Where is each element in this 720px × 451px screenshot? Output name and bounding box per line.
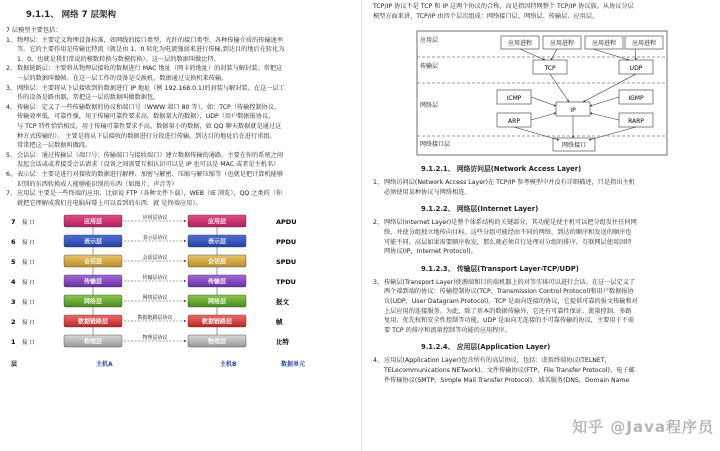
app-process-box [501,36,539,49]
host-b-label: 主机B [220,361,237,369]
list-item [6,36,355,65]
text-line: 1、0，也就是我们常说的模数转换与数模转换）。这一层的数据叫做比特。 [17,55,220,63]
text-line: 物理层：主要定义物理设备标准，如网线的接口类型、光纤的接口类型、各种传输介质的传输速率 [17,36,284,44]
host-a-layer-name: 物理层 [83,338,103,346]
subsection-heading: 9.1.2.2、 网络层(Internet Layer) [421,205,539,214]
osi-diagram [6,212,356,372]
pdu-label: SPDU [276,258,297,267]
item-text [384,356,635,385]
arp-label: ARP [508,118,520,126]
list-item [373,178,712,197]
osi-row [11,334,290,347]
tcpip-page [363,0,720,451]
interface-label: 接 口 [22,220,35,227]
protocol-label: 表示层协议 [142,235,168,242]
layer-number: 5 [11,258,16,267]
pdu-label: 比特 [276,338,289,347]
transport-layer-label: 传输层 [420,63,439,71]
text-line: 网络访问层(Network Access Layer)在 TCP/IP 参考模型中并没有详细描述，只是指出主机 [384,179,635,187]
data-unit-label: 数据单元 [281,361,306,369]
text-line: 复用、优先权和安全性控制等功能。UDP 是面向无连接的不可靠传输的协议，主要用于不需 [384,317,635,325]
text-line: TCP/IP 协议不是 TCP 和 IP 这两个协议的合称，而是指因特网整个 TCP/IP 协议族。从协议分层 [373,3,634,10]
protocol-label: 网络层协议 [142,295,168,302]
text-line: TELecommunications NETwork)、文件传输协议(FTP，File Transfer Protocol)、电子邮 [384,366,635,374]
item-number: 3、 [373,278,384,286]
list-item [6,189,355,208]
intro-text: 7 层模型主要包括： [6,27,62,34]
list-item [6,64,355,83]
interface-label: 接 口 [22,300,35,307]
host-a-layer-name: 网络层 [83,298,103,306]
item-text [17,151,283,170]
icmp-label: ICMP [506,95,522,103]
text-line: 就把它理解成我们在电脑屏幕上可以看到的东西．就 是终端应用）。 [17,199,202,207]
igmp-label: IGMP [628,95,644,103]
protocol-label: 会话层协议 [142,255,168,262]
app-process-label: 应用进程 [549,40,575,48]
text-line: 两个端到端的协议：传输控制协议(TCP，Transmission Control Protocol)和用户数据报协 [384,288,634,296]
item-number: 3、 [6,84,17,92]
layer-number: 2 [11,318,16,327]
interface-label: 接 口 [22,280,35,287]
text-line: 种方式传输的）。 主要是将从下层接收的数据进行分段进行传输，到达目的地址后在进行重组。 [17,132,276,140]
section-heading: 9.1.1、 网络 7 层架构 [26,10,116,20]
host-a-layer-name: 数据链路层 [77,318,109,326]
host-b-layer-name: 会话层 [207,258,227,266]
osi-layer-list [6,36,355,209]
pdu-label: 报文 [276,298,289,307]
layer-col-label: 层 [11,361,18,369]
host-b-layer-name: 网络层 [207,298,227,306]
app-process-box [543,36,581,49]
osi-row [11,214,296,235]
text-line: 传输层(Transport Layer)使源端和目的端机器上的对等实体可以进行会话。在这一层定义了 [384,278,636,286]
text-line: 常常把这一层数据叫做段。 [17,142,92,150]
tcpip-intro [373,2,712,21]
item-number: 2、 [6,65,17,73]
interface-label: 接 口 [22,240,35,247]
host-a-layer-name: 应用层 [83,218,103,226]
layer-number: 4 [11,278,16,287]
udp-label: UDP [629,65,643,73]
interface-label: 接 口 [22,340,35,347]
app-process-box [625,36,663,49]
app-process-label: 应用进程 [631,40,657,48]
iface-layer-label: 网络接口层 [420,141,451,149]
text-line: 件传输协议(SMTP，Simple Mail Transfer Protocol)、域名服务(DNS，Domain Name [384,376,630,384]
item-text [17,64,282,83]
list-item [6,103,355,151]
network-layer-label: 网络层 [420,102,439,110]
tcpip-stack-diagram [373,29,705,157]
item-text [384,178,635,197]
app-process-label: 应用进程 [591,40,617,48]
text-line: 表示层：主要是进行对接收的数据进行解释、加密与解密、压缩与解压缩等（也就是把计算机能够 [17,170,284,178]
list-item [6,170,355,189]
host-a-layer-name: 会话层 [83,258,103,266]
text-line: 上层应用的连接服务。为此，除了基本的数据传输外，它还有可靠性保证、流量控制、多路 [384,307,632,315]
host-b-layer-name: 应用层 [207,218,227,226]
host-b-layer-name: 传输层 [207,278,227,286]
pdu-label: PPDU [276,238,297,247]
host-b-layer-name: 数据链路层 [201,318,233,326]
host-b-layer-name: 物理层 [207,338,227,346]
interface-label: 接 口 [22,320,35,327]
text-line: 等。它的主要作用是传输比特流（就是由 1、0 转化为电流强弱来进行传输,到达目的地后在转化为 [17,46,285,54]
app-process-box [585,36,623,49]
text-line: 识别的东西转换成人能够能识别的东西（如图片、声音等） [17,180,178,188]
text-line: 要 TCP 的排序和流量控制等功能的应用程序。 [384,326,511,334]
text-line: 网络层：主要将从下层接收到的数据进行 IP 地址（例 192.168.0.1)的封装与解封装。在这一层工 [17,84,285,92]
osi-row [11,294,290,315]
layer-number: 6 [11,238,16,247]
protocol-label: 传输层协议 [142,275,168,282]
osi-row [11,234,296,255]
tcp-label: TCP [544,65,556,73]
list-item [373,218,712,256]
item-number: 7、 [6,190,17,198]
host-a-layer-name: 传输层 [83,278,103,286]
item-number: 2、 [373,219,384,227]
interface-label: 接 口 [22,260,35,267]
item-text [384,278,638,336]
osi-row [11,314,283,335]
text-line: 必须使用某种协议与网络相连。 [384,188,471,196]
host-b-layer-name: 表示层 [207,238,227,246]
osi-row [11,274,296,295]
app-process-label: 应用进程 [507,40,533,48]
text-line: 网协议(IP，Internet Protocol)。 [384,248,477,256]
item-number: 4、 [373,357,384,365]
ip-label: IP [570,107,576,115]
pdu-label: 帧 [276,318,283,327]
text-line: 传输效率低，可靠性强，用于传输可靠性要求高，数据量大的数据），UDP（用户数据报协议， [17,113,275,121]
text-line: 应用层 主要是一些终端的应用，比如说 FTP（各种文件下载），WEB（IE 浏览），QQ 之类的（你 [17,190,283,198]
app-layer-label: 应用层 [420,37,439,45]
text-line: 与 TCP 特性恰恰相反，用于传输可靠性要求不高，数据量小的数据，如 QQ 聊天数据就是通过这 [17,122,282,130]
rarp-label: RARP [628,118,644,126]
list-item [373,356,712,385]
layer-number: 7 [11,218,16,227]
list-item [6,151,355,170]
text-line: 议(UDP，User Datagram Protocol)。TCP 是面向连接的协议，它提供可靠的报文传输和对 [384,297,638,305]
protocol-label: 应用层协议 [142,215,168,222]
item-text [384,218,637,256]
pdu-label: APDU [276,218,297,227]
text-line: 作的设备是路由器，常把这一层的数据叫做数据包。 [17,94,160,102]
item-number: 4、 [6,103,17,111]
item-number: 1、 [6,36,17,44]
text-line: 模型方面来讲，TCP/IP 由四个层次组成：网络接口层、网络层、传输层、应用层。 [373,12,599,20]
host-a-label: 主机A [96,361,113,369]
text-line: 传输层：定义了一些传输数据的协议和端口号（WWW 端口 80 等），如：TCP（传输控制协议， [17,103,281,111]
protocol-label: 物理层协议 [142,335,168,342]
subsection-heading: 9.1.2.3、 传输层(Transport Layer-TCP/UDP) [421,264,579,273]
tcpip-sections [373,163,712,385]
layer-number: 1 [11,338,16,347]
text-line: 发起会话或或者接受会话请求（设备之间需要互相认识可以是 IP 也可以是 MAC 或者是主机名） [17,161,280,169]
text-line: 应用层(Application Layer)包含所有的高层协议，包括：虚拟终端协议(TELNET， [384,357,611,365]
osi-row [11,254,296,275]
watermark: 知乎 @Java程序员 [572,418,714,436]
layer-number: 3 [11,298,16,307]
text-line: 络，并使分组独立地传向目标。这些分组可能经由不同的网络，到达的顺序和发送的顺序也 [384,228,632,236]
host-a-layer-name: 表示层 [83,238,103,246]
item-text [17,36,284,65]
item-text [17,103,281,151]
item-text [17,170,283,189]
text-line: 会话层：通过传输层（端口号：传输端口与接收端口）建立数据传输的通路。主要在你的系统之间 [17,151,284,159]
text-line: 数据链路层：主要将从物理层接收的数据进行 MAC 地址（网卡的地址）的封装与解封装。常把这 [17,65,283,73]
subsection-heading: 9.1.2.1、 网络访问层(Network Access Layer) [421,165,582,174]
protocol-label: 数据链路层协议 [137,315,173,322]
list-item [373,278,712,336]
item-text [17,84,285,103]
subsection-heading: 9.1.2.4、 应用层(Application Layer) [421,343,551,352]
item-number: 1、 [373,179,384,187]
text-line: 网络层(Internet Layer)是整个体系结构的关键部分，其功能是使主机可以把分组发往任何网 [384,219,637,227]
iface-label: 网络接口 [561,142,587,150]
item-text [17,189,282,208]
item-number: 5、 [6,151,17,159]
text-line: 可能不同。高层如果需要顺序收发，那么就必须自行处理对分组的排序。互联网层使用因特 [384,238,632,246]
text-line: 一层的数据叫做帧。在这一层工作的设备是交换机，数据通过交换机来传输。 [17,74,228,82]
pdu-label: TPDU [276,278,296,287]
list-item [6,84,355,103]
item-number: 6、 [6,170,17,178]
